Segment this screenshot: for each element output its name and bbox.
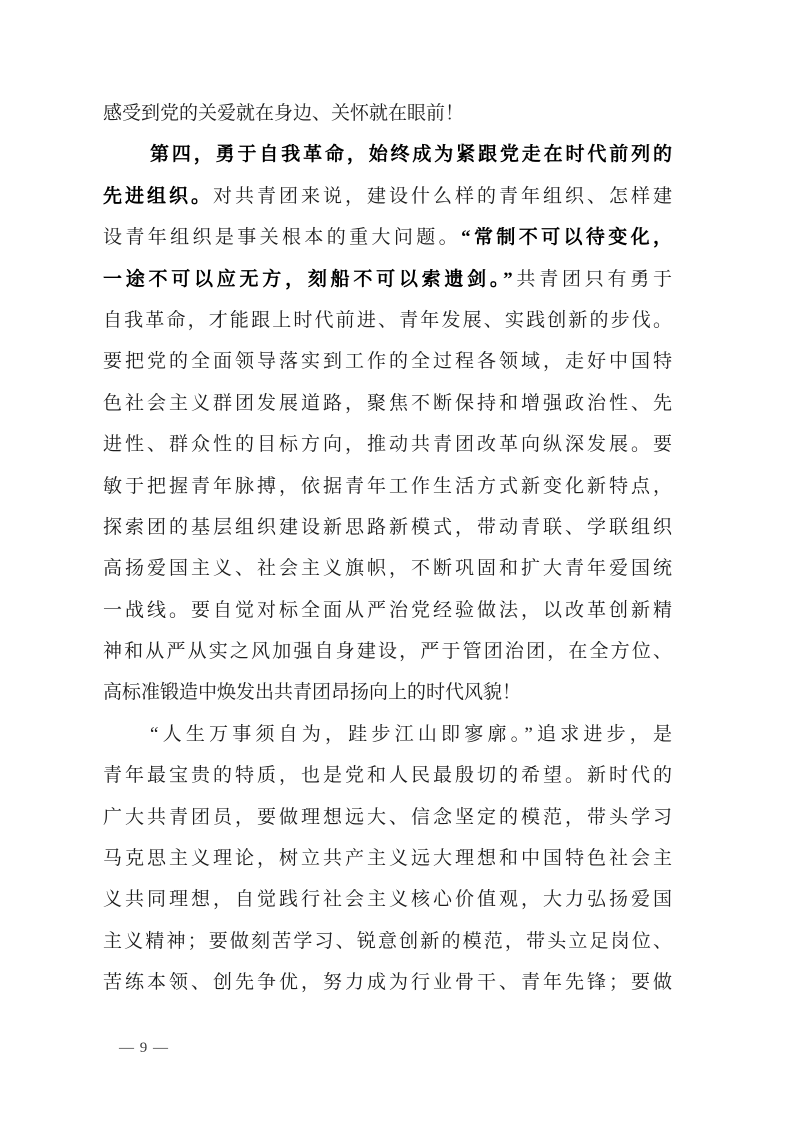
- text-line: [103, 134, 672, 175]
- bold-text-segment: “常制不可以待变化，: [461, 227, 672, 249]
- text-line: [103, 300, 672, 341]
- text-segment: 苦练本领、创先争优，努力成为行业骨干、青年先锋；要做: [103, 972, 672, 994]
- text-segment: 探索团的基层组织建设新思路新模式，带动青联、学联组织: [103, 516, 672, 538]
- text-segment: 色社会主义群团发展道路，聚焦不断保持和增强政治性、先: [103, 392, 672, 414]
- text-line: [103, 176, 672, 217]
- text-line: [103, 424, 672, 465]
- text-line: [103, 590, 672, 631]
- text-segment: 对共青团来说，建设什么样的青年组织、怎样建: [213, 185, 672, 207]
- bold-text-segment: 先进组织。: [103, 185, 213, 207]
- text-segment: 高扬爱国主义、社会主义旗帜，不断巩固和扩大青年爱国统: [103, 558, 672, 580]
- text-line: [103, 507, 672, 548]
- text-segment: 高标准锻造中焕发出共青团昂扬向上的时代风貌！: [103, 682, 522, 704]
- text-line: [103, 921, 672, 962]
- text-line: [103, 797, 672, 838]
- document-body: [103, 93, 672, 1004]
- text-segment: 自我革命，才能跟上时代前进、青年发展、实践创新的步伐。: [103, 309, 672, 331]
- text-line: [103, 466, 672, 507]
- text-segment: 要把党的全面领导落实到工作的全过程各领域，走好中国特: [103, 351, 672, 373]
- text-segment: 敏于把握青年脉搏，依据青年工作生活方式新变化新特点，: [103, 475, 672, 497]
- text-segment: 神和从严从实之风加强自身建设，严于管团治团，在全方位、: [103, 641, 672, 663]
- text-line: [103, 755, 672, 796]
- text-segment: 马克思主义理论，树立共产主义远大理想和中国特色社会主: [103, 848, 672, 870]
- bold-text-segment: 第四，勇于自我革命，始终成为紧跟党走在时代前列的: [150, 144, 672, 166]
- text-line: [103, 879, 672, 920]
- text-segment: 一战线。要自觉对标全面从严治党经验做法，以改革创新精: [103, 599, 672, 621]
- text-segment: 进性、群众性的目标方向，推动共青团改革向纵深发展。要: [103, 434, 672, 456]
- text-line: [103, 838, 672, 879]
- text-line: [103, 217, 672, 258]
- text-segment: 设青年组织是事关根本的重大问题。: [103, 227, 462, 249]
- text-line: [103, 341, 672, 382]
- text-line: [103, 383, 672, 424]
- text-line: [103, 962, 672, 1003]
- page-number: — 9 —: [119, 1040, 169, 1056]
- text-segment: 主义精神；要做刻苦学习、锐意创新的模范，带头立足岗位、: [103, 930, 672, 952]
- text-segment: 广大共青团员，要做理想远大、信念坚定的模范，带头学习: [103, 806, 672, 828]
- text-line: [103, 672, 672, 713]
- text-segment: 感受到党的关爱就在身边、关怀就在眼前！: [103, 103, 465, 124]
- text-line: [103, 631, 672, 672]
- text-segment: “人生万事须自为，跬步江山即寥廓。”追求进步，是: [150, 723, 672, 745]
- text-segment: 青年最宝贵的特质，也是党和人民最殷切的希望。新时代的: [103, 765, 672, 787]
- text-segment: 义共同理想，自觉践行社会主义核心价值观，大力弘扬爱国: [103, 889, 672, 911]
- text-segment: 共青团只有勇于: [512, 268, 672, 290]
- bold-text-segment: 一途不可以应无方，刻船不可以索遗剑。”: [103, 268, 513, 290]
- text-line: [103, 259, 672, 300]
- text-line: [103, 93, 672, 134]
- text-line: [103, 548, 672, 589]
- text-line: [103, 714, 672, 755]
